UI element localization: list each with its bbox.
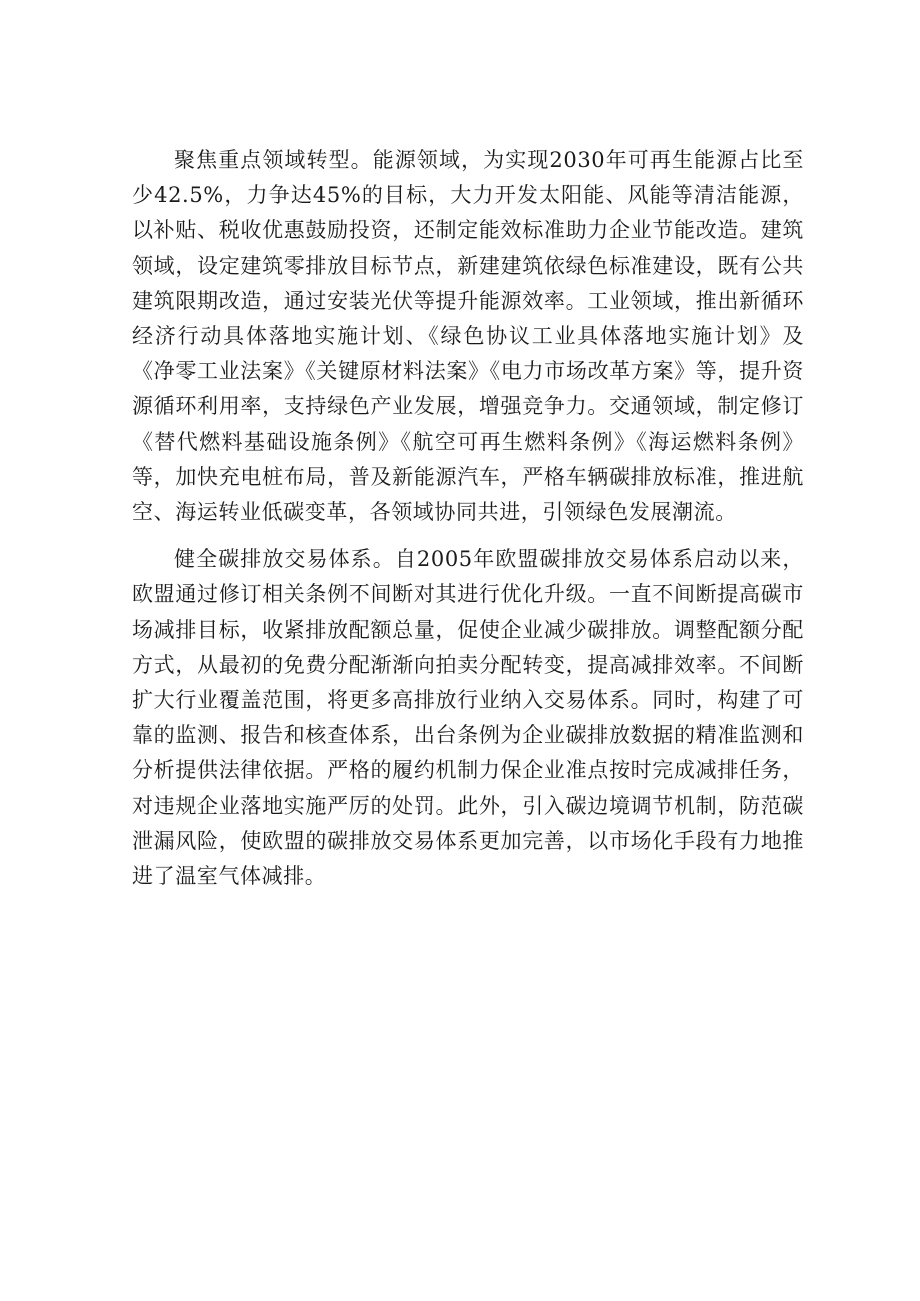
paragraph-key-sector-transition: 聚焦重点领域转型。能源领域，为实现2030年可再生能源占比至少42.5%，力争达45%的目标，大力开发太阳能、风能等清洁能源，以补贴、税收优惠鼓励投资，还制定能效标准助力企业节能改造。建筑领域，设定建筑零排放目标节点，新建建筑依绿色标准建设，既有公共建筑限期改造，通过安装光伏等提升能源效率。工业领域，推出新循环经济行动具体落地实施计划、《绿色协议工业具体落地实施计划》及《净零工业法案》《关键原材料法案》《电力市场改革方案》等，提升资源循环利用率，支持绿色产业发展，增强竞争力。交通领域，制定修订《替代燃料基础设施条例》《航空可再生燃料条例》《海运燃料条例》等，加快充电桩布局，普及新能源汽车，严格车辆碳排放标准，推进航空、海运转业低碳变革，各领域协同共进，引领绿色发展潮流。	[132, 148, 804, 525]
document-body	[132, 143, 804, 894]
paragraph-carbon-trading-system: 健全碳排放交易体系。自2005年欧盟碳排放交易体系启动以来，欧盟通过修订相关条例不间断对其进行优化升级。一直不间断提高碳市场减排目标，收紧排放配额总量，促使企业减少碳排放。调整配额分配方式，从最初的免费分配渐渐向拍卖分配转变，提高减排效率。不间断扩大行业覆盖范围，将更多高排放行业纳入交易体系。同时，构建了可靠的监测、报告和核查体系，出台条例为企业碳排放数据的精准监测和分析提供法律依据。严格的履约机制力保企业准点按时完成减排任务，对违规企业落地实施严厉的处罚。此外，引入碳边境调节机制，防范碳泄漏风险，使欧盟的碳排放交易体系更加完善，以市场化手段有力地推进了温室气体减排。	[132, 547, 804, 889]
